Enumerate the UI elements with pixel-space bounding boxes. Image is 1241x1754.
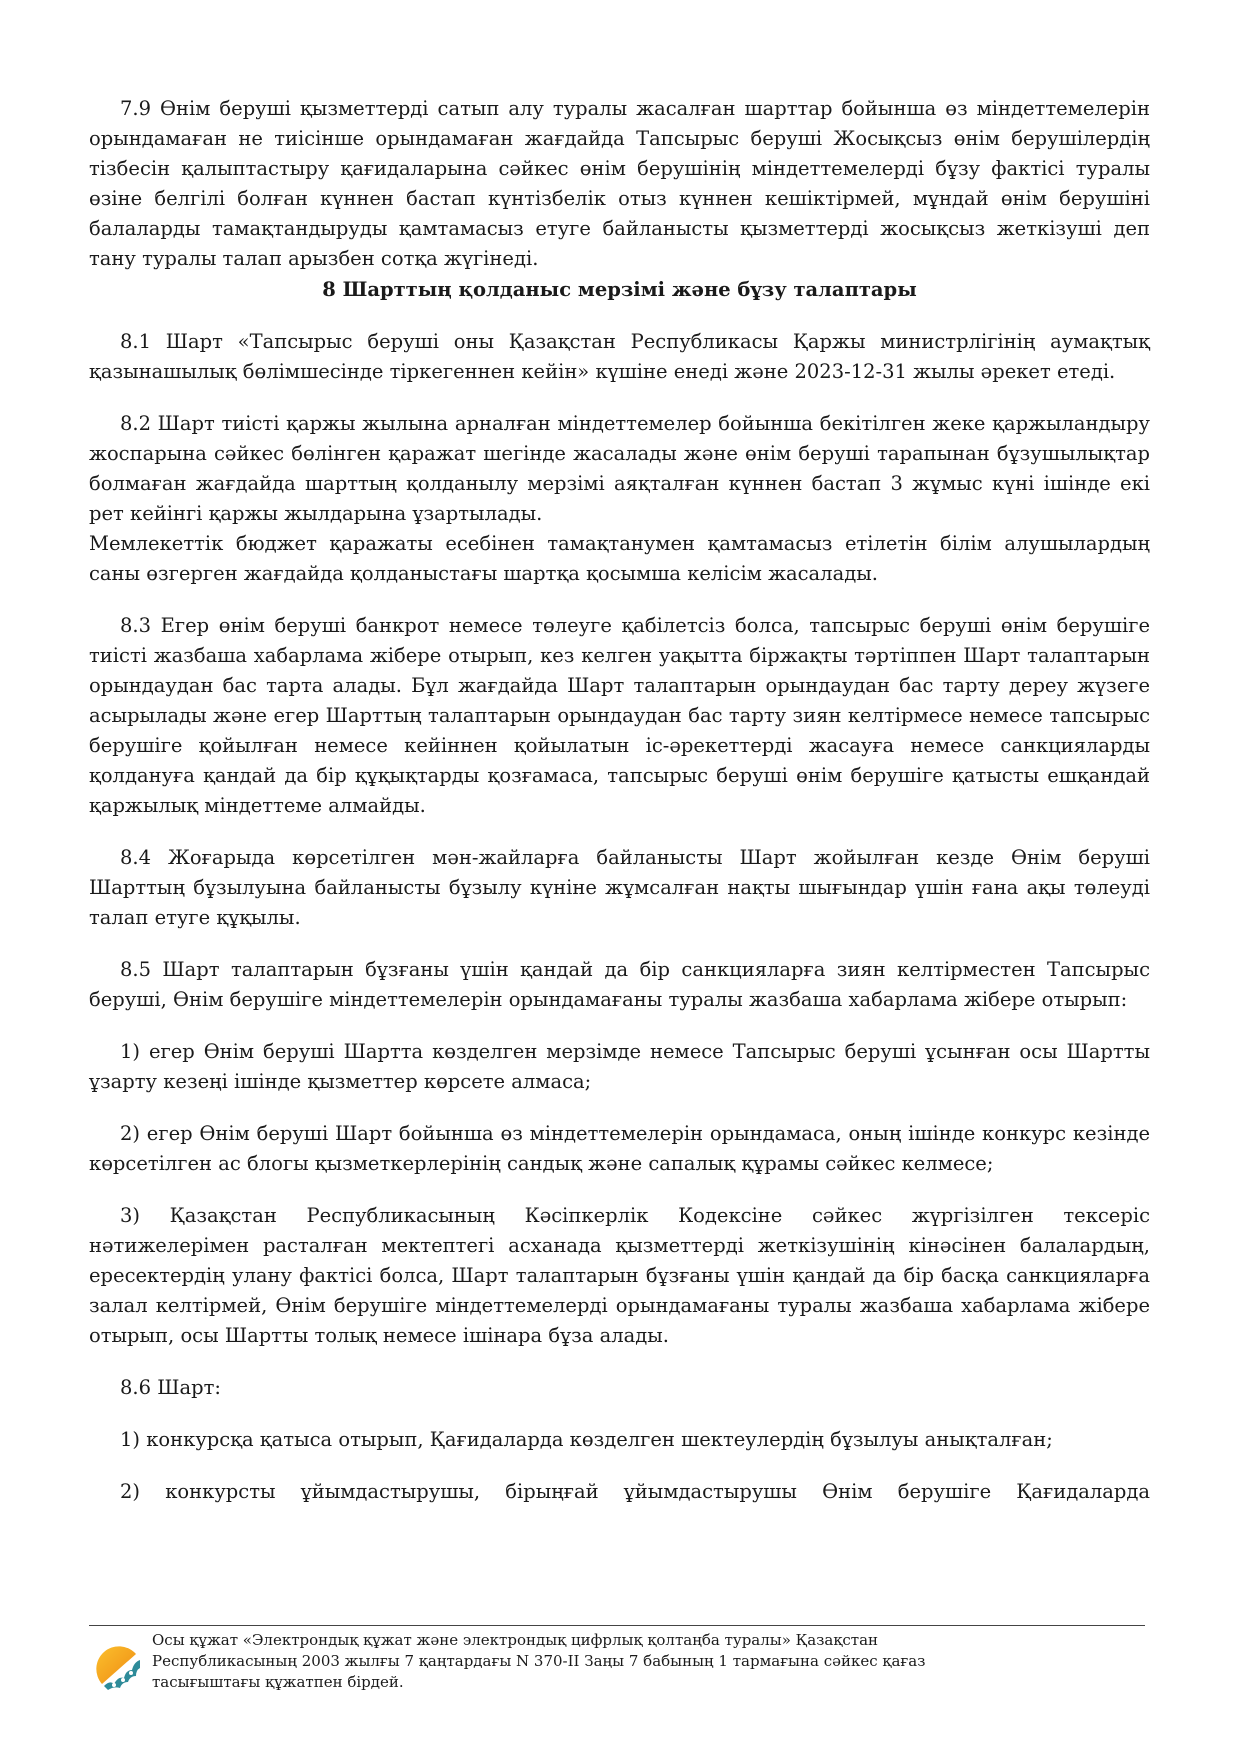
paragraph-8-2-continued: Мемлекеттік бюджет қаражаты есебінен тамақтанумен қамтамасыз етілетін білім алушылардың саны өзгерген жағдайда қолданыстағы шартқа қосымша келісім жасалады. <box>89 532 1150 585</box>
egov-sun-logo-icon <box>92 1640 144 1692</box>
footer <box>92 1630 1142 1700</box>
footer-line-1: Осы құжат «Электрондық құжат және электрондық цифрлық қолтаңба туралы» Қазақстан <box>152 1631 879 1649</box>
paragraph-8-5-item-3: 3) Қазақстан Республикасының Кәсіпкерлік Кодексіне сәйкес жүргізілген тексеріс нәтижелерімен расталған мектептегі асханада қызметтерді жеткізушінің кінәсінен балалардың, ересектердің улану фактісі болса, Шарт талаптарын бұзғаны үшін қандай да бір басқа санкцияларға залал келтірмей, Өнім берушіге міндеттемелерді орындамағаны туралы жазбаша хабарлама жібере отырып, осы Шартты толық немесе ішінара бұза алады. <box>89 1204 1150 1347</box>
document-page <box>89 94 1150 1507</box>
paragraph-8-5-item-2: 2) егер Өнім беруші Шарт бойынша өз міндеттемелерін орындамаса, оның ішінде конкурс кезінде көрсетілген ас блогы қызметкерлерінің сандық және сапалық құрамы сәйкес келмесе; <box>89 1122 1150 1175</box>
paragraph-8-5-item-1: 1) егер Өнім беруші Шартта көзделген мерзімде немесе Тапсырыс беруші ұсынған осы Шартты ұзарту кезеңі ішінде қызметтер көрсете алмаса; <box>89 1040 1150 1093</box>
paragraph-8-6-item-1: 1) конкурсқа қатыса отырып, Қағидаларда көзделген шектеулердің бұзылуы анықталған; <box>120 1428 1053 1451</box>
paragraph-8-3: 8.3 Егер өнім беруші банкрот немесе төлеуге қабілетсіз болса, тапсырыс беруші өнім берушіге тиісті жазбаша хабарлама жібере отырып, кез келген уақытта біржақты тәртіппен Шарт талаптарын орындаудан бас тарта алады. Бұл жағдайда Шарт талаптарын орындаудан бас тарту дереу жүзеге асырылады және егер Шарттың талаптарын орындаудан бас тарту зиян келтірмесе немесе тапсырыс берушіге қойылған немесе кейіннен қойылатын іс-әрекеттерді жасауға немесе санкцияларды қолдануға қандай да бір құқықтарды қозғамаса, тапсырыс беруші өнім берушіге қатысты ешқандай қаржылық міндеттеме алмайды. <box>89 614 1150 817</box>
paragraph-7-9: 7.9 Өнім беруші қызметтерді сатып алу туралы жасалған шарттар бойынша өз міндеттемелерін орындамаған не тиісінше орындамаған жағдайда Тапсырыс беруші Жосықсыз өнім берушілердің тізбесін қалыптастыру қағидаларына сәйкес өнім берушінің міндеттемелерді бұзу фактісі туралы өзіне белгілі болған күннен бастап күнтізбелік отыз күннен кешіктірмей, мұндай өнім берушіні балаларды тамақтандыруды қамтамасыз етуге байланысты қызметтерді жосықсыз жеткізуші деп тану туралы талап арызбен сотқа жүгінеді. <box>89 97 1150 270</box>
paragraph-8-6-item-2: 2) конкурсты ұйымдастырушы, бірыңғай ұйымдастырушы Өнім берушіге Қағидаларда <box>120 1480 1150 1503</box>
footer-line-3: тасығыштағы құжатпен бірдей. <box>152 1673 404 1691</box>
paragraph-8-4: 8.4 Жоғарыда көрсетілген мән-жайларға байланысты Шарт жойылған кезде Өнім беруші Шарттың бұзылуына байланысты бұзылу күніне жұмсалған нақты шығындар үшін ғана ақы төлеуді талап етуге құқылы. <box>89 846 1150 929</box>
footer-divider <box>89 1625 1145 1626</box>
paragraph-8-1: 8.1 Шарт «Тапсырыс беруші оны Қазақстан Республикасы Қаржы министрлігінің аумақтық қазынашылық бөлімшесінде тіркегеннен кейін» күшіне енеді және 2023-12-31 жылы әрекет етеді. <box>89 330 1150 383</box>
paragraph-8-6: 8.6 Шарт: <box>120 1376 221 1399</box>
paragraph-8-2: 8.2 Шарт тиісті қаржы жылына арналған міндеттемелер бойынша бекітілген жеке қаржыландыру жоспарына сәйкес бөлінген қаражат шегінде жасалады және өнім беруші тарапынан бұзушылықтар болмаған жағдайда шарттың қолданылу мерзімі аяқталған күннен бастап 3 жұмыс күні ішінде екі рет кейінгі қаржы жылдарына ұзартылады. <box>89 412 1150 525</box>
footer-legal-notice <box>152 1630 1052 1693</box>
footer-line-2: Республикасының 2003 жылғы 7 қаңтардағы N 370-II Заңы 7 бабының 1 тармағына сәйкес қағаз <box>152 1652 926 1670</box>
section-heading: 8 Шарттың қолданыс мерзімі және бұзу талаптары <box>322 278 917 301</box>
paragraph-8-5: 8.5 Шарт талаптарын бұзғаны үшін қандай да бір санкцияларға зиян келтірместен Тапсырыс беруші, Өнім берушіге міндеттемелерін орындамағаны туралы жазбаша хабарлама жібере отырып: <box>89 958 1150 1011</box>
